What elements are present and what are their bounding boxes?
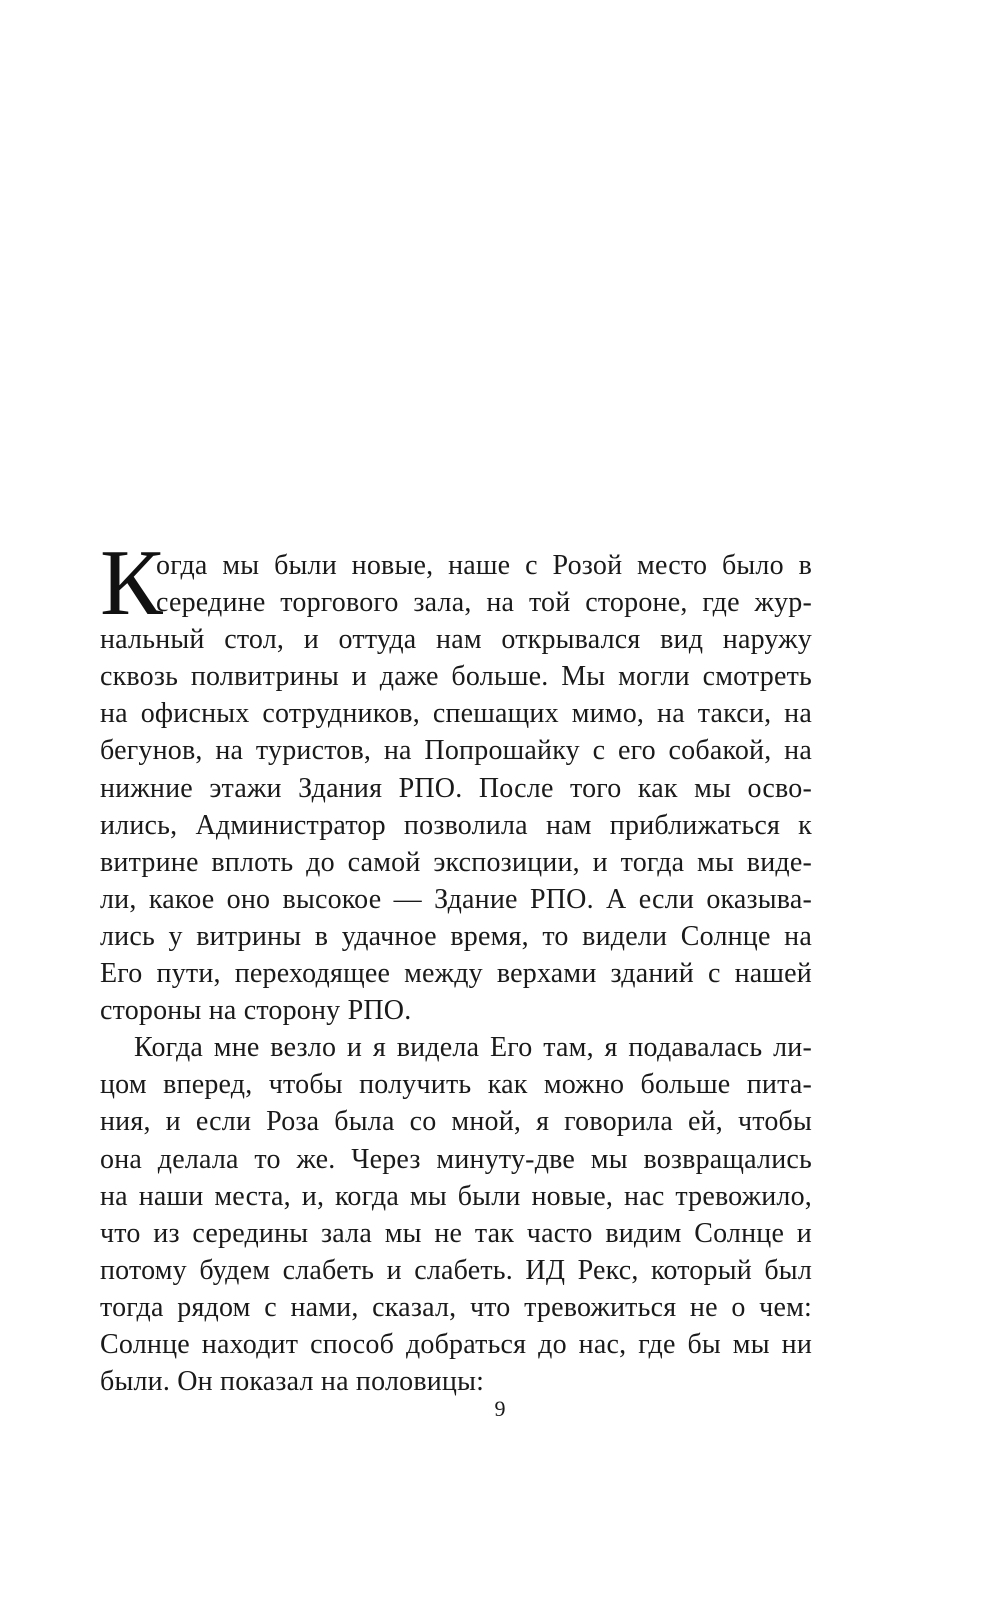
- text-line: Солнце находит способ добраться до нас, где бы мы ни: [100, 1328, 812, 1360]
- page-number: 9: [494, 1396, 506, 1421]
- body-text: [100, 531, 812, 1400]
- text-line: нальный стол, и оттуда нам открывался вид наружу: [100, 624, 812, 656]
- text-line: Когда мне везло и я видела Его там, я подавалась ли-: [134, 1032, 812, 1064]
- text-line: ли, какое оно высокое — Здание РПО. А если оказыва-: [100, 883, 812, 915]
- drop-cap: К: [100, 531, 163, 635]
- text-line: на наши места, и, когда мы были новые, нас тревожило,: [100, 1180, 812, 1212]
- text-line: ились, Администратор позволила нам приближаться к: [100, 809, 812, 841]
- text-line: на офисных сотрудников, спешащих мимо, на такси, на: [100, 698, 812, 730]
- text-line: бегунов, на туристов, на Попрошайку с его собакой, на: [100, 735, 812, 767]
- text-line: она делала то же. Через минуту-две мы возвращались: [100, 1143, 812, 1175]
- text-line: потому будем слабеть и слабеть. ИД Рекс, который был: [100, 1254, 812, 1286]
- text-line: лись у витрины в удачное время, то видели Солнце на: [100, 920, 812, 952]
- text-line: стороны на сторону РПО.: [100, 995, 412, 1027]
- text-line: ния, и если Роза была со мной, я говорила ей, чтобы: [100, 1106, 812, 1138]
- text-line: огда мы были новые, наше с Розой место было в: [156, 550, 812, 581]
- text-line: витрине вплоть до самой экспозиции, и тогда мы виде-: [100, 846, 812, 878]
- text-line: сквозь полвитрины и даже больше. Мы могли смотреть: [100, 661, 812, 693]
- text-line: были. Он показал на половицы:: [100, 1366, 485, 1398]
- text-line: цом вперед, чтобы получить как можно больше пита-: [100, 1069, 812, 1101]
- text-line: середине торгового зала, на той стороне, где жур-: [156, 587, 812, 619]
- text-line: Его пути, переходящее между верхами зданий с нашей: [100, 958, 812, 990]
- text-line: нижние этажи Здания РПО. После того как мы осво-: [100, 772, 812, 804]
- text-line: тогда рядом с нами, сказал, что тревожиться не о чем:: [100, 1291, 812, 1323]
- text-line: что из середины зала мы не так часто видим Солнце и: [100, 1217, 812, 1249]
